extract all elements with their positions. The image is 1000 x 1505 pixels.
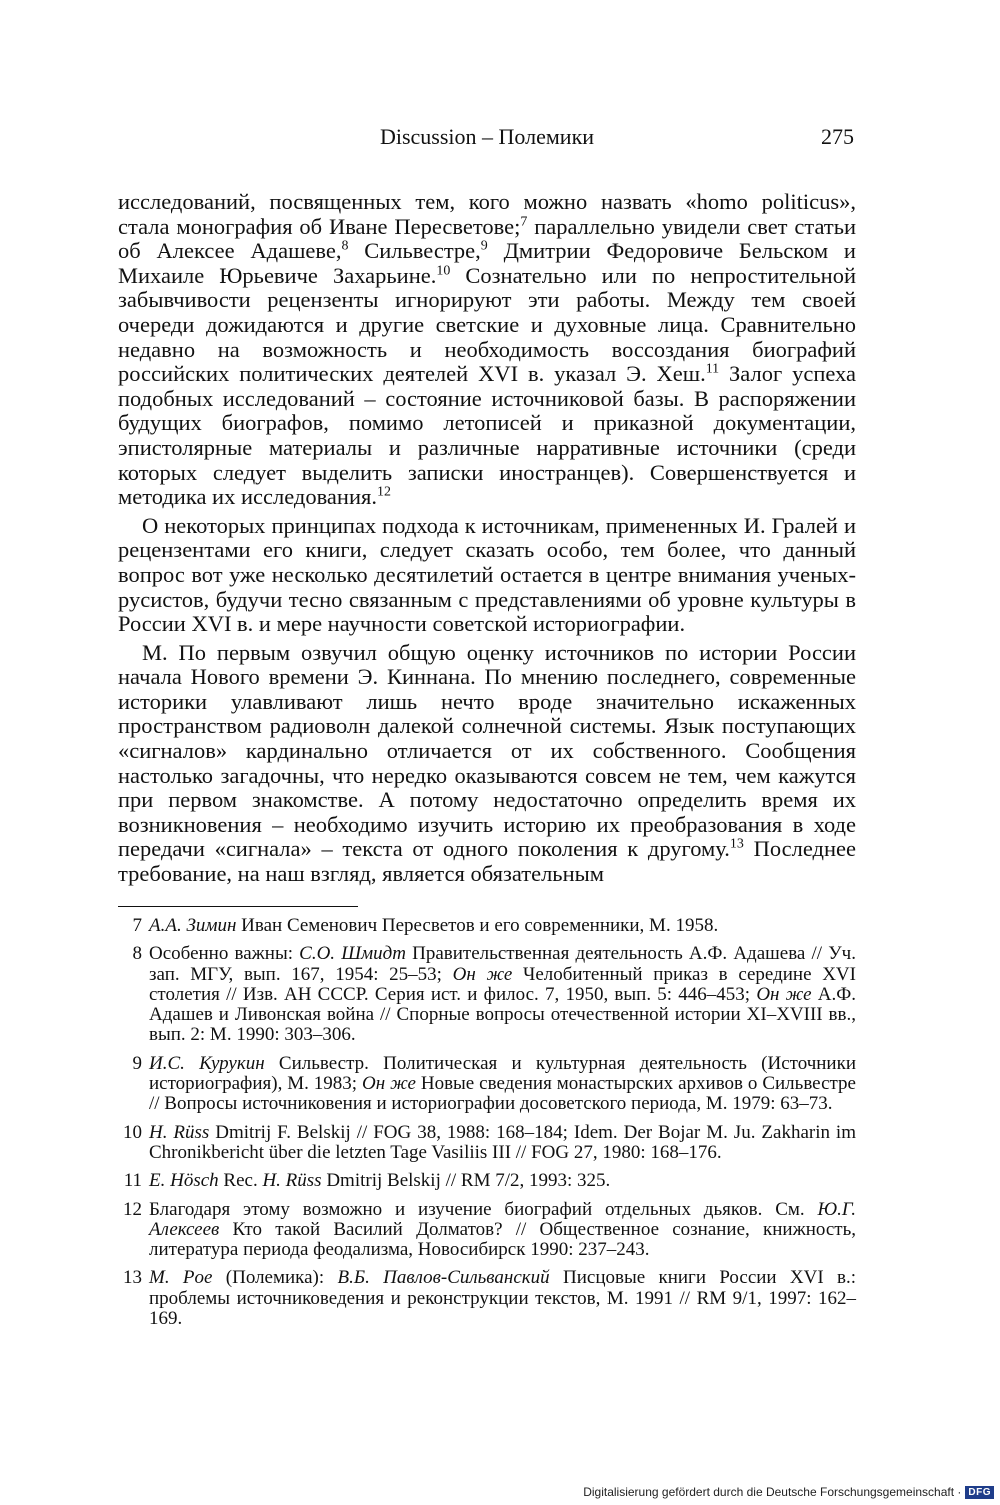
footnote-ref: 8 [341,238,349,254]
paragraph-2: О некоторых принципах подхода к источникам, примененных И. Гралей и рецензентами его книги, следует сказать особо, тем более, что данный вопрос вот уже несколько десятилетий остается в центре внимания ученых-русистов, будучи тесно связанным с представлениями об уровне культуры в России XVI в. и мере научности советской историографии. [118,512,856,637]
footnote-12 [118,1200,856,1261]
footnote-text: Особенно важны: [149,943,300,965]
text-run: Последнее требование, на наш взгляд, является обязательным [118,836,856,887]
footnote-author: H. Rüss [262,1170,322,1192]
footnotes [118,916,856,1337]
footnote-ref: 10 [436,263,451,279]
footnote-author: С.О. Шмидт [299,943,406,965]
footnote-author: Он же [756,983,812,1005]
footnote-8 [118,944,856,1045]
footnote-ref: 13 [729,836,744,852]
text-run: Сильвестре, [348,238,481,264]
footnote-author: Он же [452,963,513,985]
header-title: Discussion – Полемики [379,124,595,149]
paragraph-3 [118,641,856,887]
footnote-author: M. Poe [149,1267,213,1289]
footnote-number: 11 [123,1170,142,1192]
footnote-text: Сильвестр. Политическая и культурная деятельность (Источники историография), М. 1983; [149,1052,856,1095]
footnote-author: И.С. Курукин [149,1052,265,1074]
footnote-7 [118,916,856,936]
footnote-author: А.А. Зимин [149,915,237,936]
footnote-text: (Полемика): [212,1267,338,1289]
text-run: Сознательно или по непростительной забывчивости рецензенты игнорируют эти работы. Между тем своей очереди дожидаются и другие светские и духовные лица. Сравнительно недавно на возможность и необходимость воссоздания биографий российских политических деятелей XVI в. указал Э. Хеш. [118,262,856,387]
footnote-author: E. Hösch [149,1170,219,1192]
footnote-text: Правительственная деятельность А.Ф. Адашева // Уч. зап. МГУ, вып. 167, 1954: 25–53; [149,943,856,985]
main-text [118,190,856,887]
text-run: Дмитрии Федоровиче Бельском и Михаиле Юрьевиче Захарьине. [118,238,856,288]
footnote-number: 9 [132,1052,142,1074]
text-run: М. По первым озвучил общую оценку источников по истории России начала Нового времени Э. Киннана. По мнению последнего, современные историки улавливают лишь нечто вроде значительно искаженных пространством радиоволн далекой солнечной системы. Язык поступающих «сигналов» кардинально отличается от их собственного. Сообщения настолько загадочны, что нередко оказываются совсем не тем, чем кажутся при первом знакомстве. А потому недостаточно определить время их возникновения – необходимо изучить историю их преобразования в ходе передачи «сигнала» – текста от одного поколения к другому. [118,639,856,862]
text-run: параллельно увидели свет статьи об Алексее Адашеве, [118,213,856,264]
footnote-text: Кто такой Василий Долматов? // Общественное сознание, книжность, литература периода феодализма, Новосибирск 1990: 237–243. [149,1218,856,1261]
footnote-text: Dmitrij Belskij // RM 7/2, 1993: 325. [321,1170,611,1192]
footnote-text: А.Ф. Адашев и Ливонская война // Спорные вопросы отечественной истории XI–XVIII вв., вып. 2: М. 1990: 303–306. [149,983,856,1046]
footer-text: Digitalisierung gefördert durch die Deutsche Forschungsgemeinschaft · [583,1485,962,1499]
footnote-author: Он же [362,1073,416,1095]
page-number: 275 [821,124,854,149]
footnote-number: 12 [123,1198,142,1220]
footnote-author: H. Rüss [149,1121,210,1143]
footnote-author: Ю.Г. Алексеев [149,1198,856,1240]
footnote-ref: 9 [480,238,488,254]
footnote-11 [118,1171,856,1191]
footnote-number: 8 [132,943,142,965]
paragraph-1 [118,190,856,510]
footnote-text: Иван Семенович Пересветов и его современники, М. 1958. [236,915,719,936]
digitization-footer [583,1485,994,1499]
footnote-13 [118,1268,856,1329]
footnote-ref: 7 [520,214,528,230]
footnote-9 [118,1054,856,1115]
text-run: Залог успеха подобных исследований – состояние источниковой базы. В распоряжении будущих биографов, помимо летописей и приказной документации, эпистолярные материалы и различные нарративные источники (среди которых следует выделить записки иностранцев). Совершенствуется и методика их исследования. [118,361,856,510]
footnote-text: Писцовые книги России XVI в.: проблемы источниковедения и реконструкции текстов, М. 1991 // RM 9/1, 1997: 162–169. [149,1267,857,1330]
dfg-logo: DFG [965,1486,994,1499]
footnote-10 [118,1123,856,1164]
footnote-ref: 12 [376,484,391,500]
text-run: исследований, посвященных тем, кого можно назвать «homo politicus», стала монография об Иване Пересветове; [118,189,856,239]
footnote-divider [118,906,358,907]
footnote-number: 7 [132,915,142,936]
footnote-author: В.Б. Павлов-Сильванский [337,1267,550,1289]
footnote-text: Новые сведения монастырских архивов о Сильвестре // Вопросы источниковения и историографии досоветского периода, М. 1979: 63–73. [149,1073,856,1115]
footnote-number: 13 [123,1267,142,1289]
footnote-text: Dmitrij F. Belskij // FOG 38, 1988: 168–184; Idem. Der Bojar M. Ju. Zakharin im Chronikbericht über die letzten Tage Vasiliis III // FOG 27, 1980: 168–176. [149,1121,856,1163]
footnote-text: Rec. [218,1170,263,1192]
footnote-ref: 11 [705,361,720,377]
running-header [118,120,856,154]
footnote-number: 10 [123,1121,142,1143]
footnote-text: Благодаря этому возможно и изучение биографий отдельных дьяков. См. [149,1198,818,1220]
footnote-text: Челобитенный приказ в середине XVI столетия // Изв. АН СССР. Серия ист. и филос. 7, 1950, вып. 5: 446–453; [149,963,856,1005]
